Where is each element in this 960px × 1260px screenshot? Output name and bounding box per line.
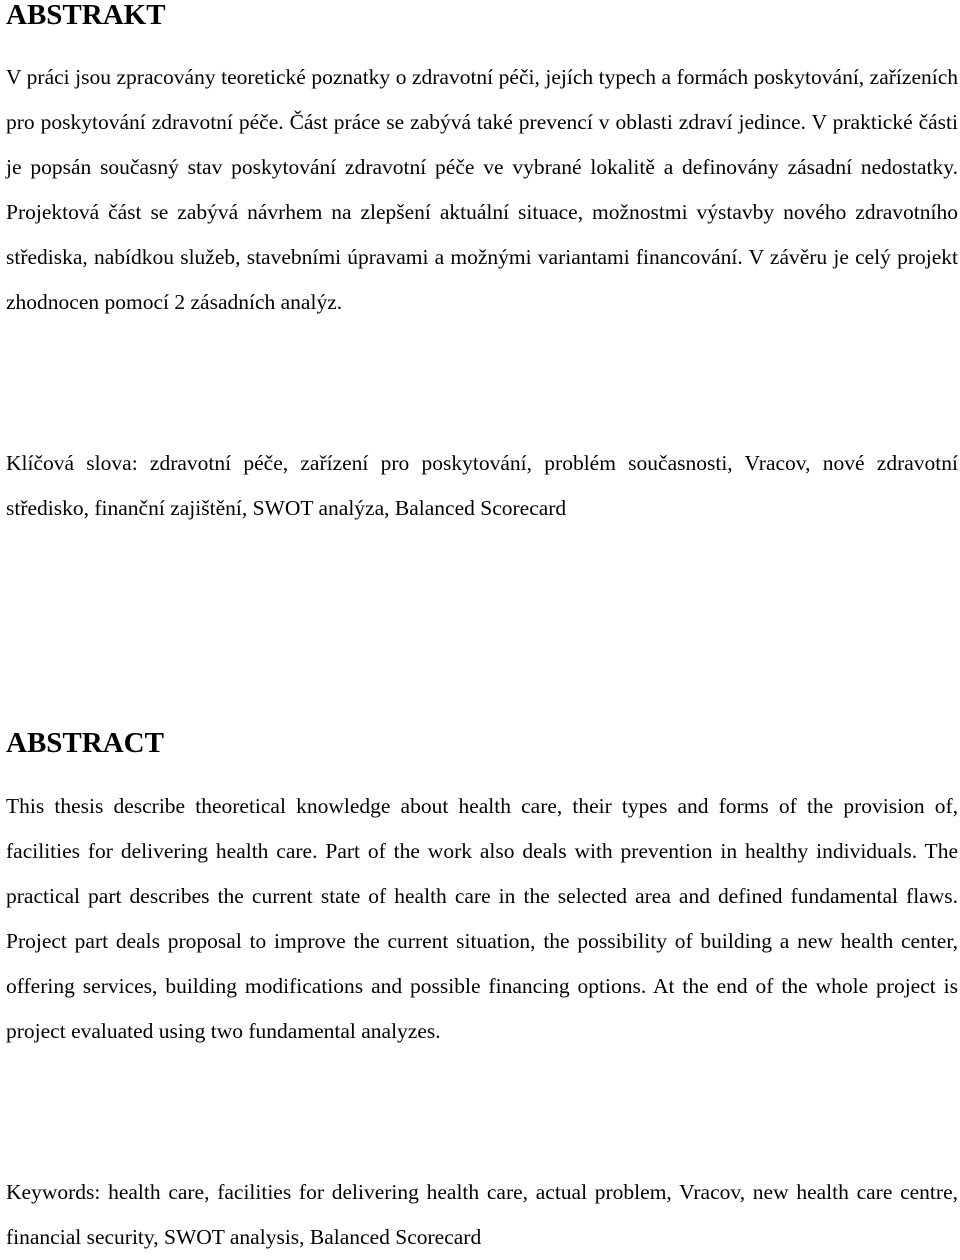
abstract-paragraph: This thesis describe theoretical knowledge about health care, their types and forms of the provision of, facilities for delivering health care. Part of the work also deals with prevention in healthy individuals. The practical part describes the current state of health care in the selected area and defined fundamental flaws. Project part deals proposal to improve the current situation, the possibility of building a new health center, offering services, building modifications and possible financing options. At the end of the whole project is project evaluated using two fundamental analyzes. bbox=[6, 794, 958, 1043]
klicova-slova-paragraph: Klíčová slova: zdravotní péče, zařízení pro poskytování, problém současnosti, Vracov, nové zdravotní středisko, finanční zajištění, SWOT analýza, Balanced Scorecard bbox=[6, 451, 958, 520]
abstrakt-paragraph: V práci jsou zpracovány teoretické poznatky o zdravotní péči, jejích typech a formách poskytování, zařízeních pro poskytování zdravotní péče. Část práce se zabývá také prevencí v oblasti zdraví jedince. V praktické části je popsán současný stav poskytování zdravotní péče ve vybrané lokalitě a definovány zásadní nedostatky. Projektová část se zabývá návrhem na zlepšení aktuální situace, možnostmi výstavby nového zdravotního střediska, nabídkou služeb, stavebními úpravami a možnými variantami financování. V závěru je celý projekt zhodnocen pomocí 2 zásadních analýz. bbox=[6, 65, 958, 314]
keywords-paragraph: Keywords: health care, facilities for delivering health care, actual problem, Vracov, new health care centre, financial security, SWOT analysis, Balanced Scorecard bbox=[6, 1180, 958, 1249]
abstract-heading: ABSTRACT bbox=[6, 727, 164, 759]
abstrakt-heading: ABSTRAKT bbox=[6, 0, 166, 31]
